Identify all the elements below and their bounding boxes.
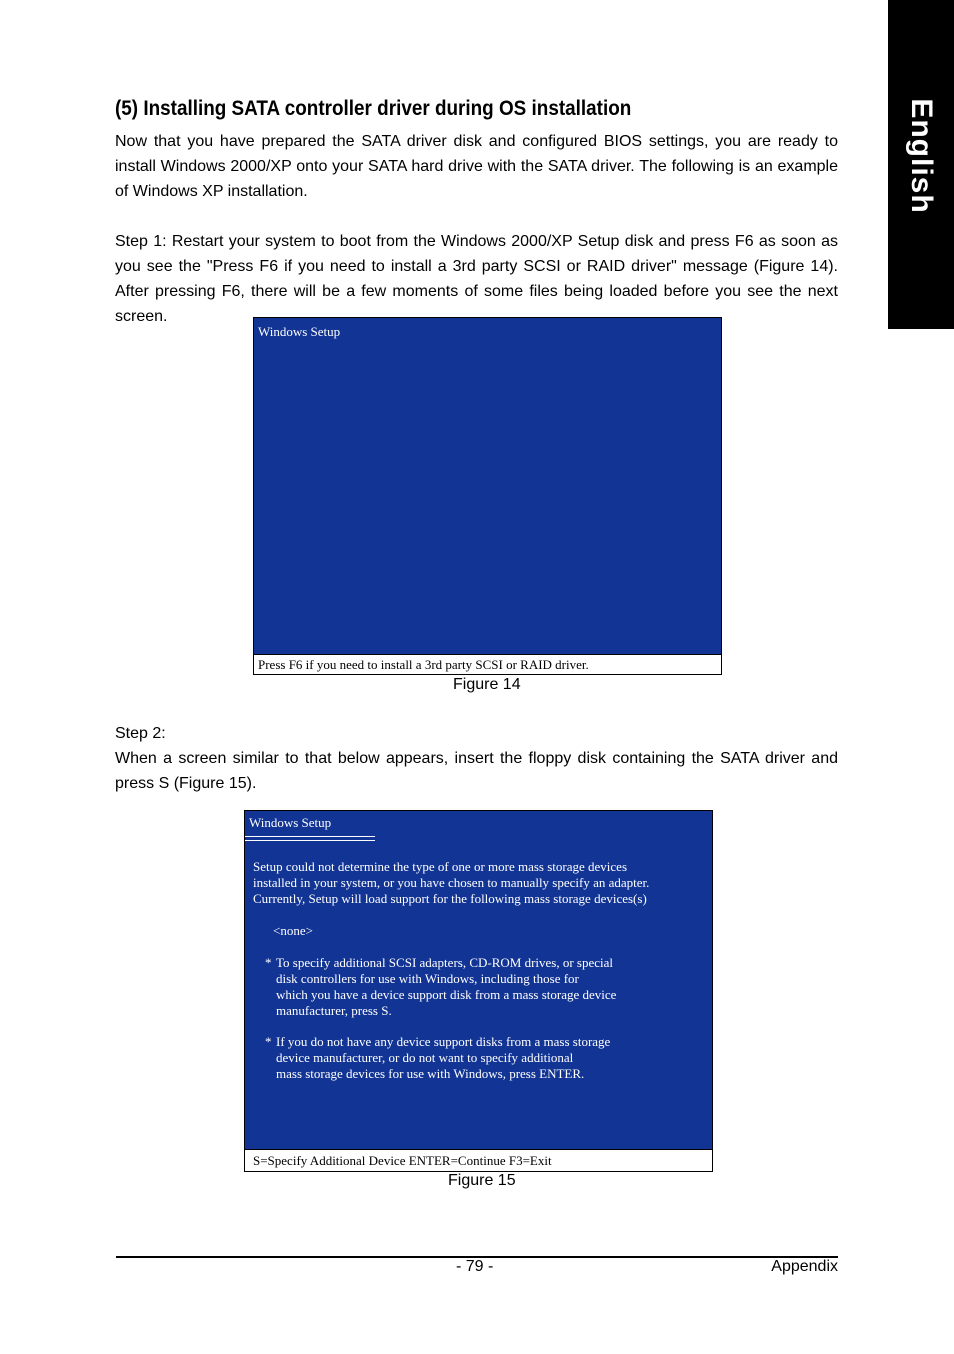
title-underline — [245, 836, 375, 841]
setup-title: Windows Setup — [249, 815, 332, 830]
section-heading: (5) Installing SATA controller driver during OS installation — [115, 97, 632, 120]
figure-15-caption: Figure 15 — [448, 1172, 516, 1189]
instruction-line: mass storage devices for use with Windows, press ENTER. — [276, 1066, 585, 1081]
setup-message — [253, 859, 649, 907]
instruction-line: device manufacturer, or do not want to specify additional — [276, 1050, 574, 1065]
message-line: Setup could not determine the type of one or more mass storage devices — [253, 859, 628, 874]
device-list-none: <none> — [273, 923, 313, 938]
step2-paragraph: When a screen similar to that below appears, insert the floppy disk containing the SATA driver and press S (Figure 15). — [115, 750, 838, 792]
message-line: installed in your system, or you have chosen to manually specify an adapter. — [253, 875, 650, 890]
instruction-line: which you have a device support disk from a mass storage device — [276, 987, 617, 1002]
setup-status-bar: Press F6 if you need to install a 3rd party SCSI or RAID driver. — [254, 654, 721, 674]
instruction-line: manufacturer, press S. — [276, 1003, 392, 1018]
instruction-line: If you do not have any device support disks from a mass storage — [276, 1034, 611, 1049]
figure-14-screen — [253, 317, 722, 675]
instruction-line: To specify additional SCSI adapters, CD-ROM drives, or special — [276, 955, 614, 970]
bullet-mark: * — [265, 1034, 272, 1049]
language-tab-label: English — [905, 98, 938, 214]
setup-title: Windows Setup — [258, 324, 341, 339]
bullet-mark: * — [265, 955, 272, 970]
page-number: - 79 - — [456, 1258, 494, 1275]
figure-14-caption: Figure 14 — [453, 676, 521, 693]
step1-paragraph: Step 1: Restart your system to boot from the Windows 2000/XP Setup disk and press F6 as soon as you see the "Press F6 if you need to install a 3rd party SCSI or RAID driver" message (Figure 14). After pressing F6, there will be a few moments of some files being loaded before you see the next screen. — [115, 233, 838, 325]
step2-label: Step 2: — [115, 725, 166, 742]
language-tab — [888, 0, 954, 329]
figure-15-screen — [244, 810, 713, 1172]
setup-status-bar: S=Specify Additional Device ENTER=Continue F3=Exit — [245, 1149, 712, 1171]
message-line: Currently, Setup will load support for the following mass storage devices(s) — [253, 891, 647, 906]
intro-paragraph: Now that you have prepared the SATA driver disk and configured BIOS settings, you are ready to install Windows 2000/XP onto your SATA hard drive with the SATA driver. The following is an example of Windows XP installation. — [115, 133, 838, 200]
footer-section: Appendix — [771, 1258, 838, 1275]
instruction-line: disk controllers for use with Windows, including those for — [276, 971, 579, 986]
